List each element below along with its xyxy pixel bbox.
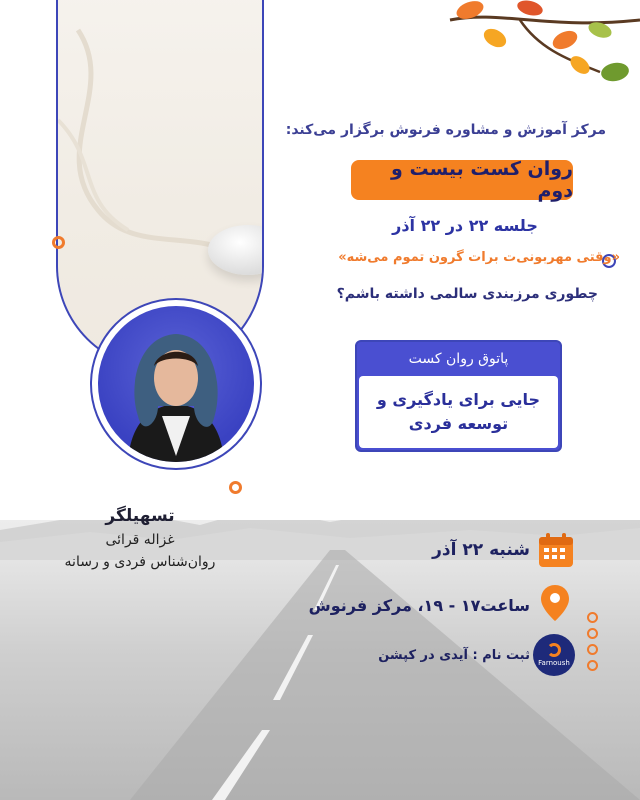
facilitator-name: غزاله قرائی xyxy=(105,532,175,548)
event-date: شنبه ۲۲ آذر xyxy=(432,540,530,560)
facilitator-info xyxy=(30,506,250,570)
session-label: جلسه ۲۲ در ۲۲ آذر xyxy=(392,216,538,235)
event-title-badge xyxy=(351,160,573,200)
farnoush-logo xyxy=(533,634,575,676)
facilitator-title: روان‌شناس فردی و رسانه xyxy=(64,554,216,570)
decorative-ring xyxy=(229,481,242,494)
topic-question: چطوری مرزبندی سالمی داشته باشم؟ xyxy=(336,286,598,302)
event-time-location: ساعت۱۷ - ۱۹، مرکز فرنوش xyxy=(308,596,530,615)
info-box-body: جایی برای یادگیری و توسعه فردی xyxy=(359,376,558,448)
decorative-dots xyxy=(583,612,603,672)
location-pin-icon xyxy=(539,583,571,623)
facilitator-role: تسهیلگر xyxy=(105,506,175,526)
info-box xyxy=(355,340,562,452)
info-box-header: پاتوق روان کست xyxy=(408,351,509,367)
calendar-icon xyxy=(537,531,575,569)
facilitator-photo xyxy=(98,306,254,462)
organizer-line: مرکز آموزش و مشاوره فرنوش برگزار می‌کند: xyxy=(285,122,606,138)
registration-info: ثبت نام : آیدی در کپشن xyxy=(378,648,530,663)
topic-quote: «وقتی مهربونی‌ت برات گرون تموم می‌شه» xyxy=(338,250,620,265)
decorative-ring xyxy=(52,236,65,249)
logo-mark-icon xyxy=(547,643,561,657)
autumn-leaves-decoration xyxy=(440,0,640,100)
event-title: روان کست بیست و دوم xyxy=(391,158,573,202)
logo-text: Farnoush xyxy=(538,659,570,667)
